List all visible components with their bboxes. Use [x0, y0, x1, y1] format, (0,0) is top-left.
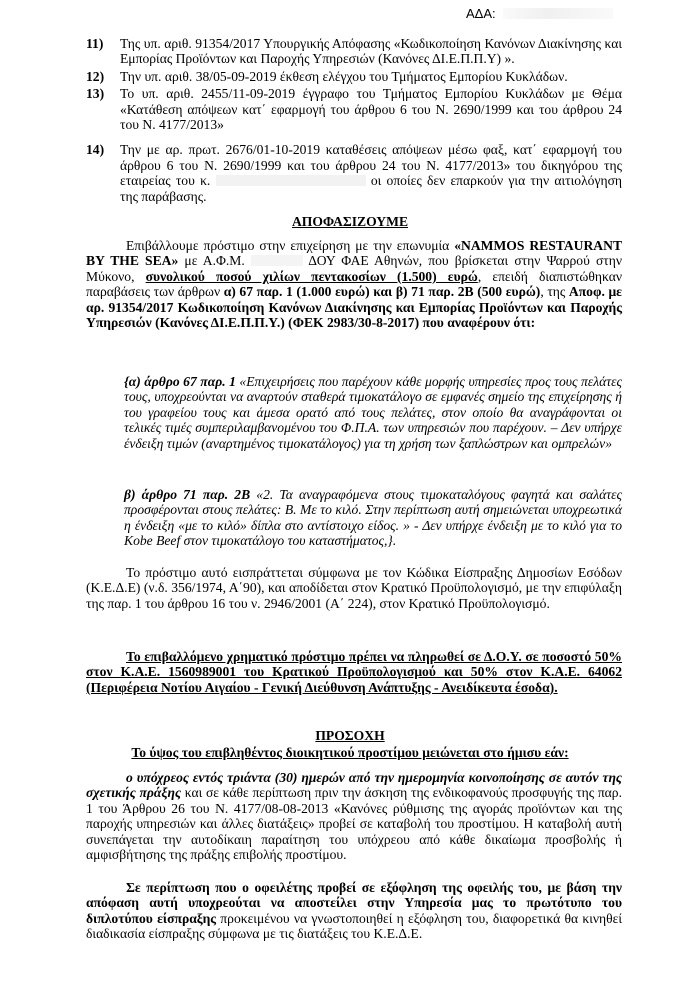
caution-title: ΠΡΟΣΟΧΗ [315, 728, 385, 743]
decision-heading: ΑΠΟΦΑΣΙΖΟΥΜΕ [291, 214, 409, 229]
decision-reference: Αποφ. με αρ. 91354/2017 Κωδικοποίηση Κανόνων Διακίνησης και Εμπορίας Προϊόντων και Παροχής Υπηρεσιών (Κανόνες ΔΙ.Ε.Π.Π.Υ.) (ΦΕΚ 2983/30-8-2017) που αναφέρουν ότι: [86, 284, 622, 331]
item-number: 14) [86, 142, 105, 158]
item-text-after: οι οποίες δεν επαρκούν για την αιτιολόγηση της παράβασης. [120, 173, 623, 204]
debtor-rest: προκειμένου να γνωστοποιηθεί η εξόφληση του, διαφορετικά θα κινηθεί διαδικασία είσπραξης σύμφωνα με τις διατάξεις του Κ.Ε.Δ.Ε. [86, 910, 622, 942]
violation-a-paragraph [124, 374, 622, 451]
redacted-afm [251, 255, 303, 266]
fine-text-1: Επιβάλλουμε πρόστιμο στην επιχείρηση με την επωνυμία [126, 238, 455, 253]
fine-text-4: , επειδή διαπιστώθηκαν παραβάσεις των άρθρων [86, 268, 623, 300]
debtor-paragraph [86, 880, 622, 942]
item-number: 13) [86, 86, 105, 102]
list-item [86, 142, 622, 204]
item-text: Την υπ. αριθ. 38/05-09-2019 έκθεση ελέγχου του Τμήματος Εμπορίου Κυκλάδων. [120, 68, 568, 84]
list-item [86, 86, 622, 132]
item-text: Της υπ. αριθ. 91354/2017 Υπουργικής Απόφασης «Κωδικοποίηση Κανόνων Διακίνησης και Εμπορίας Προϊόντων και Παροχής Υπηρεσιών (Κανόνες ΔΙ.Ε.Π.Π.Υ) ». [120, 36, 622, 67]
item-number: 12) [86, 68, 105, 84]
fine-text-5: , της [540, 284, 569, 300]
violation-b-text: «2. Τα αναγραφόμενα στους τιμοκαταλόγους φαγητά και σαλάτες προσφέρονται στους πελάτες: Β. Με το κιλό. Στην περίπτωση αυτή σημειώνεται υποχρεωτικά η ένδειξη «με το κιλό» δίπλα στο αντίστοιχο είδος. » - Δεν υπήρχε ένδειξη με το κιλό για το Kobe Beef στον τιμοκατάλογο του καταστήματος,}. [124, 487, 622, 549]
list-item [86, 36, 622, 67]
fine-text-3: ΔΟΥ ΦΑΕ Αθηνών, που βρίσκεται στην Ψαρρού στην Μύκονο, [86, 253, 622, 284]
item-number: 11) [86, 36, 104, 51]
considerations-list [86, 36, 622, 204]
collection-paragraph: Το πρόστιμο αυτό εισπράττεται σύμφωνα με τον Κώδικα Είσπραξης Δημοσίων Εσόδων (Κ.Ε.Δ.Ε) (ν.δ. 356/1974, Α΄90), και αποδίδεται στον Κρατικό Προϋπολογισμό, με την επιφύλαξη της παρ. 1 του άρθρου 16 του ν. 2946/2001 (Α΄ 224), στον Κρατικό Προϋπολογισμό. [86, 565, 622, 611]
violation-b-label: β) άρθρο 71 παρ. 2Β [124, 487, 251, 502]
fine-text-2: με Α.Φ.Μ. [178, 253, 251, 269]
conditions-emphasis: ο υπόχρεος εντός τριάντα (30) ημερών από την ημερομηνία κοινοποίησης σε αυτόν της σχετικής πράξης [86, 770, 622, 801]
fine-total-amount: συνολικού ποσού χιλίων πεντακοσίων (1.500) ευρώ [145, 268, 478, 284]
item-text: Την με αρ. πρωτ. 2676/01-10-2019 καταθέσεις απόψεων μέσω φαξ, κατ΄ εφαρμογή του άρθρου 6 του Ν. 2690/1999 και του άρθρου 24 του Ν. 4177/2013» του δικηγόρου της εταιρείας του κ. [120, 142, 622, 189]
debtor-emphasis: Σε περίπτωση που ο οφειλέτης προβεί σε εξόφληση της οφειλής του, με βάση την απόφαση αυτή υποχρεούται να αποστείλει στην Υπηρεσία μας το πρωτότυπο του διπλοτύπου είσπραξης [86, 880, 622, 926]
list-item [86, 69, 622, 84]
item-text: Το υπ. αριθ. 2455/11-09-2019 έγγραφο του Τμήματος Εμπορίου Κυκλάδων με Θέμα «Κατάθεση απόψεων κατ΄ εφαρμογή του άρθρου 6 του Ν. 2690/1999 και του άρθρου 24 του Ν. 4177/2013» [120, 86, 622, 133]
caution-subtitle: Το ύψος του επιβληθέντος διοικητικού προστίμου μειώνεται στο ήμισυ εάν: [131, 745, 569, 760]
conditions-paragraph [86, 770, 622, 862]
company-name: «NAMMOS RESTAURANT BY THE SEA» [86, 238, 623, 269]
conditions-rest: και σε κάθε περίπτωση πριν την άσκηση της ενδικοφανούς προσφυγής της παρ. 1 του Άρθρου 26 του Ν. 4177/08-08-2013 «Κανόνες ρύθμισης της αγοράς προϊόντων και της παροχής υπηρεσιών και άλλες διατάξεις» προβεί σε καταβολή του προστίμου. Η καταβολή αυτή συνεπάγεται την αυτοδίκαιη παραίτηση του υπόχρεου από κάθε δικαίωμα προσβολής ή αμφισβήτησης της πράξης επιβολής προστίμου. [86, 785, 622, 863]
caution-block [0, 728, 700, 761]
fine-paragraph [86, 238, 622, 330]
ada-label: ΑΔΑ: [466, 6, 496, 21]
payment-paragraph: Το επιβαλλόμενο χρηματικό πρόστιμο πρέπει να πληρωθεί σε Δ.Ο.Υ. σε ποσοστό 50% στον Κ.Α.Ε. 1560989001 του Κρατικού Προϋπολογισμού και 50% στον Κ.Α.Ε. 64062 (Περιφέρεια Νοτίου Αιγαίου - Γενική Διεύθυνση Ανάπτυξης - Ανειδίκευτα έσοδα). [86, 649, 622, 695]
violation-a-text: «Επιχειρήσεις που παρέχουν κάθε μορφής υπηρεσίες προς τους πελάτες τους, υποχρεούνται να αναρτούν σταθερά τιμοκατάλογο σε εμφανές σημείο της επιχείρησης ή του γραφείου τους και άμεσα ορατό από τους πελάτες, στον οποίο θα αναγράφονται οι τελικές τιμές συμπεριλαμβανομένου του Φ.Π.Α. των υπηρεσιών που παρέχουν. – Δεν υπήρχε ένδειξη τιμών (αναρτημένος τιμοκατάλογος) για τη χρήση των ξαπλώστρων και ομπρελών» [124, 374, 622, 451]
redacted-name [216, 175, 366, 186]
ada-identifier [466, 6, 613, 21]
violation-b-paragraph [124, 487, 622, 549]
violation-a-label: {α) άρθρο 67 παρ. 1 [124, 374, 236, 389]
ada-value-redacted [503, 8, 613, 19]
fine-articles: α) 67 παρ. 1 (1.000 ευρώ) και β) 71 παρ. 2Β (500 ευρώ) [223, 284, 541, 300]
